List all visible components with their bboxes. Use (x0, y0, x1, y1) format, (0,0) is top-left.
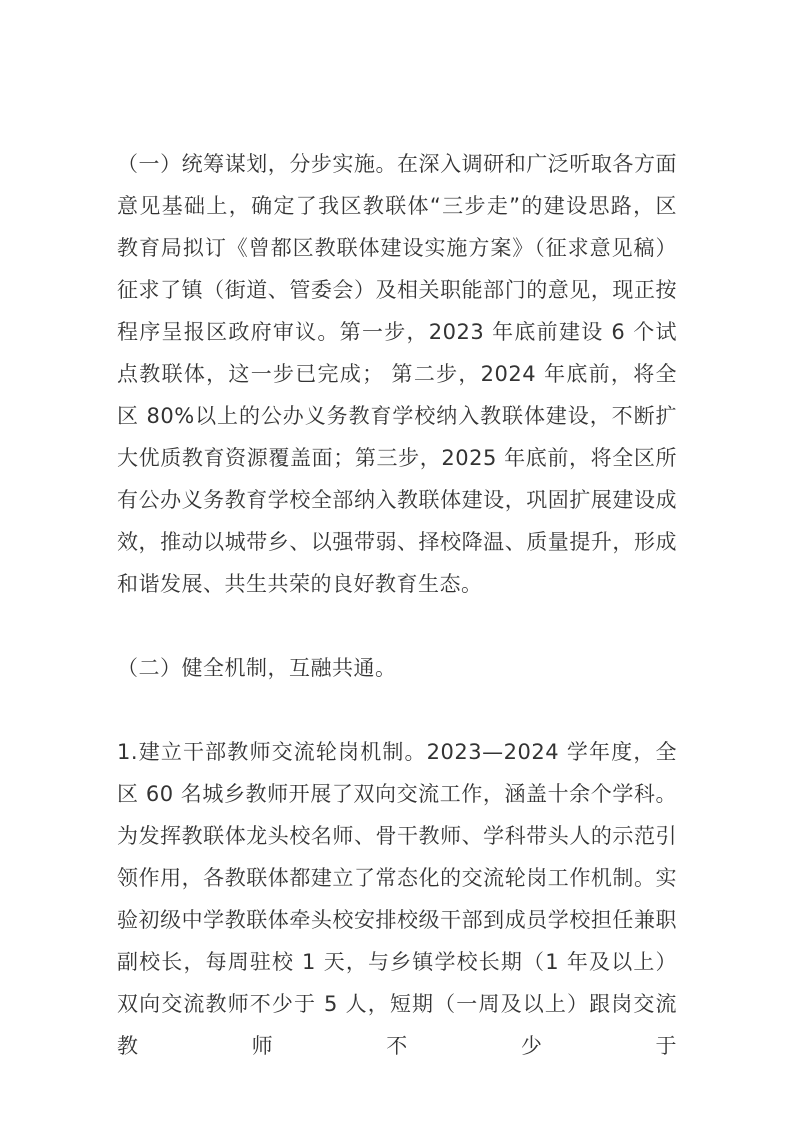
paragraph-3-teacher-exchange: 1.建立干部教师交流轮岗机制。2023—2024 学年度，全区 60 名城乡教师开展了双向交流工作，涵盖十余个学科。为发挥教联体龙头校名师、骨干教师、学科带头人的示范引领作用，各教联体都建立了常态化的交流轮岗工作机制。实验初级中学教联体牵头校安排校级干部到成员学校担任兼职副校长，每周驻校 1 天，与乡镇学校长期（1 年及以上）双向交流教师不少于 5 人，短期（一周及以上）跟岗交流教师不少于 (117, 740, 677, 1058)
document-body (117, 143, 677, 1067)
paragraph-2-heading-mechanism: （二）健全机制，互融共通。 (117, 656, 397, 680)
paragraph-1-statement-plan: （一）统筹谋划，分步实施。在深入调研和广泛听取各方面意见基础上，确定了我区教联体“三步走”的建设思路，区教育局拟订《曾都区教联体建设实施方案》（征求意见稿）征求了镇（街道、管委会）及相关职能部门的意见，现正按程序呈报区政府审议。第一步，2023 年底前建设 6 个试点教联体，这一步已完成； 第二步，2024 年底前，将全区 80%以上的公办义务教育学校纳入教联体建设，不断扩大优质教育资源覆盖面；第三步，2025 年底前，将全区所有公办义务教育学校全部纳入教联体建设，巩固扩展建设成效，推动以城带乡、以强带弱、择校降温、质量提升，形成和谐发展、共生共荣的良好教育生态。 (117, 152, 677, 596)
